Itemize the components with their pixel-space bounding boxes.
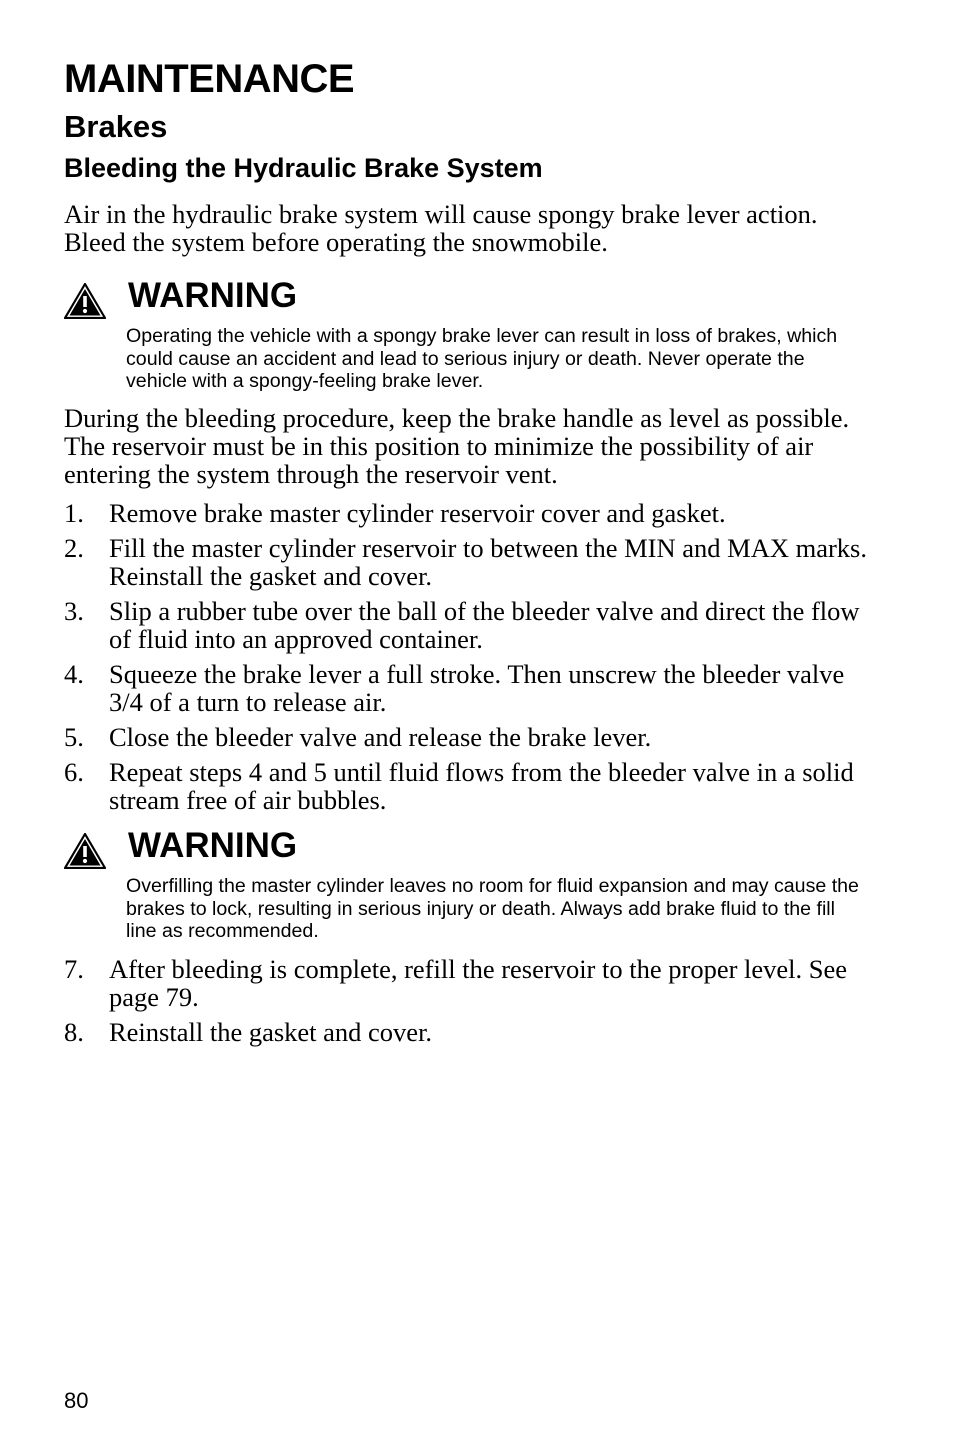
step-text: Remove brake master cylinder reservoir cover and gasket. — [109, 498, 726, 528]
page-number: 80 — [64, 1388, 89, 1413]
step-text: Squeeze the brake lever a full stroke. Then unscrew the bleeder valve 3/4 of a turn to release air. — [109, 659, 845, 717]
step-text: Slip a rubber tube over the ball of the bleeder valve and direct the flow of fluid into an approved container. — [109, 596, 860, 654]
list-item — [64, 758, 884, 814]
step-number: 2. — [64, 533, 84, 563]
step-number: 3. — [64, 596, 84, 626]
step-number: 6. — [64, 757, 84, 787]
step-number: 8. — [64, 1017, 84, 1047]
subsection-title: Brakes — [64, 109, 168, 144]
steps-list-1 — [64, 499, 884, 821]
warning-text: Overfilling the master cylinder leaves no room for fluid expansion and may cause the brakes to lock, resulting in serious injury or death. Always add brake fluid to the fill line as recommended. — [126, 875, 859, 942]
step-text: Repeat steps 4 and 5 until fluid flows from the bleeder valve in a solid stream free of air bubbles. — [109, 757, 854, 815]
list-item — [64, 499, 884, 527]
step-number: 5. — [64, 722, 84, 752]
steps-list-2 — [64, 955, 884, 1053]
topic-title: Bleeding the Hydraulic Brake System — [64, 153, 543, 183]
list-item — [64, 597, 884, 653]
procedure-note: During the bleeding procedure, keep the brake handle as level as possible. The reservoir must be in this position to minimize the possibility of air entering the system through the reservoir vent. — [64, 403, 850, 489]
list-item — [64, 723, 884, 751]
warning-text: Operating the vehicle with a spongy brake lever can result in loss of brakes, which could cause an accident and lead to serious injury or death. Never operate the vehicle with a spongy-feeling brake lever. — [126, 325, 838, 392]
step-text: Fill the master cylinder reservoir to between the MIN and MAX marks. Reinstall the gasket and cover. — [109, 533, 867, 591]
warning-triangle-icon — [64, 833, 106, 869]
list-item — [64, 660, 884, 716]
warning-triangle-icon — [64, 283, 106, 319]
list-item — [64, 955, 884, 1011]
step-number: 1. — [64, 498, 84, 528]
list-item — [64, 534, 884, 590]
warning-title: WARNING — [128, 826, 298, 865]
list-item — [64, 1018, 884, 1046]
intro-paragraph: Air in the hydraulic brake system will cause spongy brake lever action. Bleed the system before operating the snowmobile. — [64, 199, 818, 257]
warning-title: WARNING — [128, 276, 298, 315]
step-text: After bleeding is complete, refill the reservoir to the proper level. See page 79. — [109, 954, 848, 1012]
step-text: Close the bleeder valve and release the brake lever. — [109, 722, 652, 752]
step-text: Reinstall the gasket and cover. — [109, 1017, 433, 1047]
step-number: 4. — [64, 659, 84, 689]
section-title: MAINTENANCE — [64, 57, 355, 101]
step-number: 7. — [64, 954, 84, 984]
